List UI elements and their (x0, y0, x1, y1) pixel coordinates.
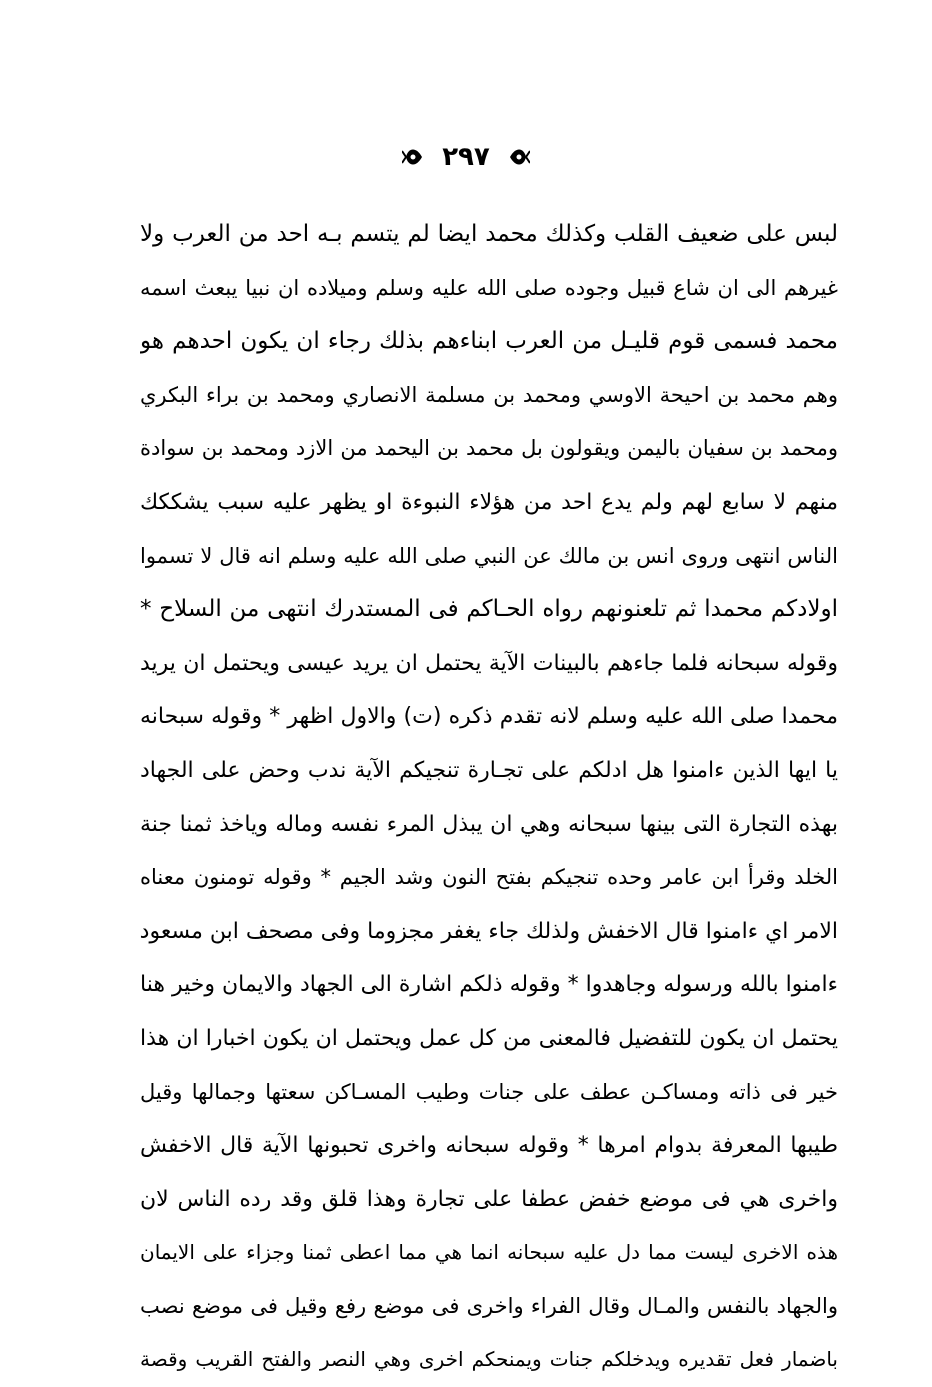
text-line: واخرى هي فى موضع خفض عطفا على تجارة وهذا قلق وقد رده الناس لان (140, 1186, 838, 1212)
text-line: طيبها المعرفة بدوام امرها * وقوله سبحانه واخرى تحبونها الآية قال الاخفش (140, 1133, 838, 1159)
text-line: الخلد وقرأ ابن عامر وحده تنجيكم بفتح النون وشد الجيم * وقوله تومنون معناه (140, 865, 838, 890)
text-line: والجهاد بالنفس والمـال وقال الفراء واخرى فى موضع رفع وقيل فى موضع نصب (140, 1293, 838, 1318)
text-line: خير فى ذاته ومساكـن عطف على جنات وطيب المسـاكن سعتها وجمالها وقيل (140, 1079, 838, 1104)
body-text (140, 208, 838, 1387)
text-line: باضمار فعل تقديره ويدخلكم جنات ويمنحكم اخرى وهي النصر والفتح القريب وقصة (140, 1347, 838, 1372)
text-line: بهذه التجارة التى بينها سبحانه وهي ان يبذل المرء نفسه وماله وياخذ ثمنا جنة (140, 811, 838, 837)
text-line: محمد فسمى قوم قليـل من العرب ابناءهم بذلك رجاء ان يكون احدهم هو (140, 328, 838, 355)
floral-ornament-icon (402, 142, 424, 172)
text-line: ءامنوا بالله ورسوله وجاهدوا * وقوله ذلكم اشارة الى الجهاد والايمان وخير هنا (140, 972, 838, 998)
text-line: محمدا صلى الله عليه وسلم لانه تقدم ذكره (ت) والاول اظهر * وقوله سبحانه (140, 704, 838, 730)
text-line: وقوله سبحانه فلما جاءهم بالبينات الآية يحتمل ان يريد عيسى ويحتمل ان يريد (140, 650, 838, 676)
page-number: ٢٩٧ (442, 142, 490, 172)
text-line: لبس على ضعيف القلب وكذلك محمد ايضا لم يتسم بـه احد من العرب ولا (140, 221, 838, 247)
text-line: الامر اي ءامنوا قال الاخفش ولذلك جاء يغفر مجزوما وفى مصحف ابن مسعود (140, 918, 838, 944)
text-line: هذه الاخرى ليست مما دل عليه سبحانه انما هي مما اعطى ثمنا وجزاء على الايمان (140, 1240, 838, 1265)
text-line: الناس انتهى وروى انس بن مالك عن النبي صلى الله عليه وسلم انه قال لا تسموا (140, 543, 838, 568)
text-line: يحتمل ان يكون للتفضيل فالمعنى من كل عمل ويحتمل ان يكون اخبارا ان هذا (140, 1025, 838, 1051)
text-line: غيرهم الى ان شاع قبيل وجوده صلى الله عليه وسلم وميلاده ان نبيا يبعث اسمه (140, 275, 838, 300)
page-header (0, 135, 932, 179)
floral-ornament-icon (508, 142, 530, 172)
text-line: اولادكم محمدا ثم تلعنونهم رواه الحـاكم فى المستدرك انتهى من السلاح * (140, 596, 838, 623)
text-line: ومحمد بن سفيان باليمن ويقولون بل محمد بن اليحمد من الازد ومحمد بن سوادة (140, 436, 838, 461)
text-line: وهم محمد بن احيحة الاوسي ومحمد بن مسلمة الانصاري ومحمد بن براء البكري (140, 382, 838, 407)
text-line: يا ايها الذين ءامنوا هل ادلكم على تجـارة تنجيكم الآية ندب وحض على الجهاد (140, 757, 838, 783)
text-line: منهم لا سابع لهم ولم يدع احد من هؤلاء النبوءة او يظهر عليه سبب يشككك (140, 489, 838, 515)
